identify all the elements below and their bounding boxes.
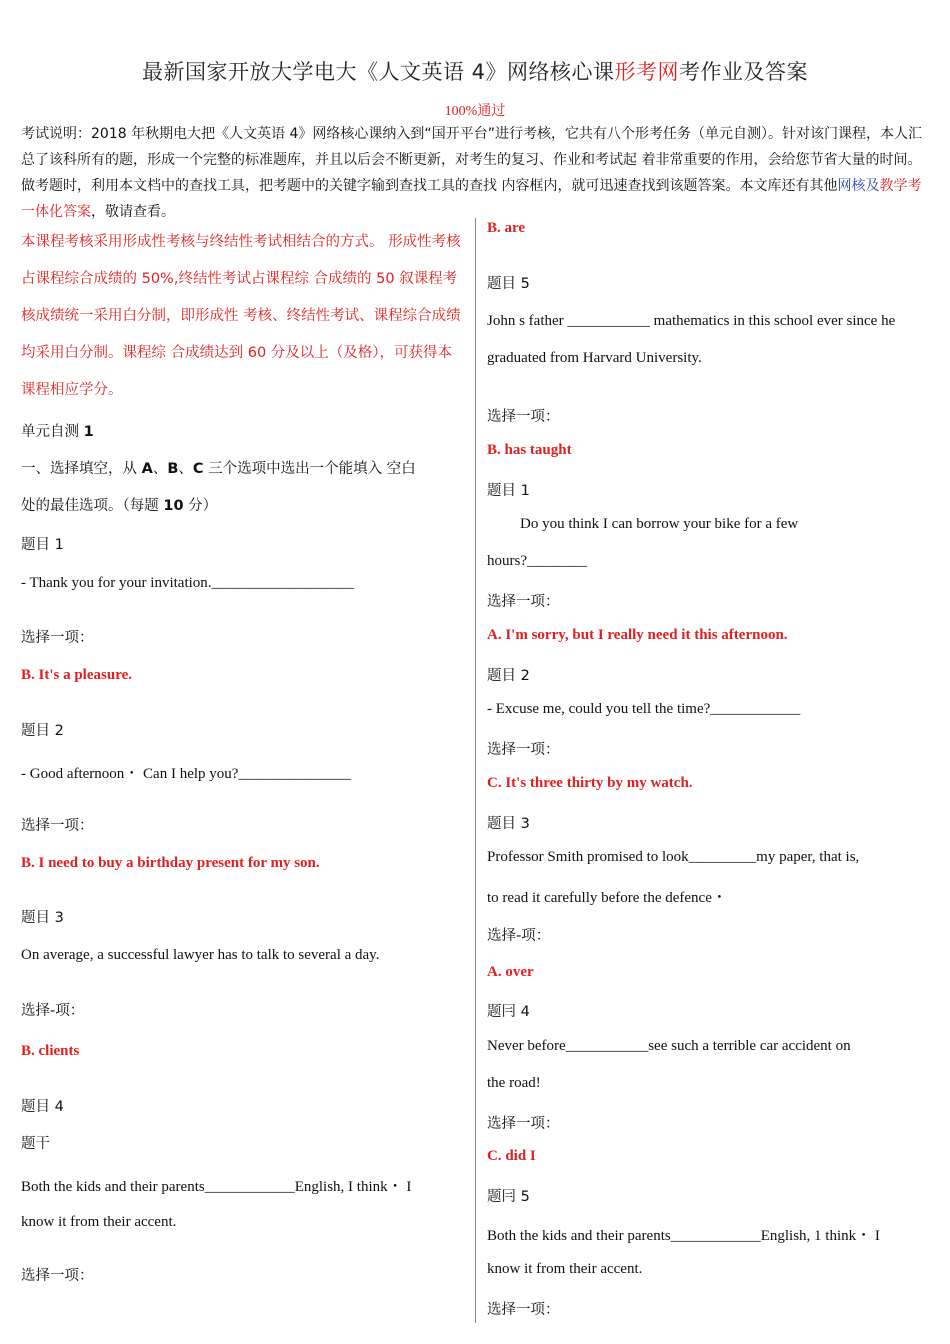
choose-prompt: 选择一项： [21,1268,94,1284]
choose-prompt: 选择一项： [487,1302,560,1318]
integrated-answers-link[interactable]: 教学考一体化答案 [21,178,922,220]
answer: B. clients [21,1043,80,1059]
choose-prompt: 选择一项： [21,630,94,646]
choose-prompt: 选择-项： [21,1003,85,1019]
question-text: Both the kids and their parents____________English, I think・ I [21,1179,412,1195]
choose-prompt: 选择-项： [487,928,551,944]
section-instruction-line2 [21,494,217,515]
question-text: Both the kids and their parents____________English, 1 think・ I [487,1228,880,1244]
instr-text: 一、选择填空，从 [21,461,142,477]
answer: B. has taught [487,442,572,458]
instr-c: C [192,461,204,477]
column-divider [475,218,476,1323]
unit-prefix: 单元自测 [21,424,84,440]
answer: A. I'm sorry, but I really need it this afternoon. [487,627,788,643]
other-answers-link[interactable]: 网核及 [837,178,880,194]
question-text-cont: know it from their accent. [21,1214,177,1230]
title-text-end: 考作业及答案 [679,60,809,84]
question-text: - Excuse me, could you tell the time?____________ [487,701,801,717]
intro-text: 考试说明：2018 年秋期电大把《人文英语 4》网络核心课纳入到“国开平台”进行考核，它共有八个形考任务（单元自测）。针对该门课程，本人汇总了该科所有的题，形成一个完整的标准题库，并且以后会不断更新，对考生的复习、作业和考试起 着非常重要的作用，会给您节省大量的时间。做考题时，利用本文档中的查找工具，把考题中的关键字输到查找工具的查找 内容框内，就可迅速查找到该题答案。本文库还有其他 [21,126,922,194]
exam-instructions [21,121,926,225]
question-text-cont: graduated from Harvard University. [487,350,702,366]
question-text-cont: know it from their accent. [487,1261,643,1277]
assessment-notice: 本课程考核采用形成性考核与终结性考试相结合的方式。 形成性考核占课程综合成绩的 50%,终结性考试占课程综 合成绩的 50 叙课程考核成绩统一采用白分制，即形成性 考核、终结性考试、课程综合成绩均采用白分制。课程综 合成绩达到 60 分及以上（及格），可获得本课程相应学分。 [21,234,461,398]
unit-number: 1 [83,424,94,440]
choose-prompt: 选择一项： [487,742,560,758]
question-text: Never before___________see such a terrible car accident on [487,1038,851,1054]
question-label: 题目 1 [21,537,64,553]
question-label: 题目 4 [21,1099,64,1115]
choose-prompt: 选择一项： [487,594,560,610]
question-label: 题目 2 [487,668,530,684]
question-text-cont: the road! [487,1075,541,1091]
question-label: 题目 1 [487,483,530,499]
instr-sep: 、 [152,461,168,477]
section-instruction-line1 [21,457,416,478]
instr2-text-end: 分） [183,498,218,514]
choose-prompt: 选择一项： [487,409,560,425]
answer: B. It's a pleasure. [21,667,132,683]
instr-b: B [167,461,179,477]
question-stem-label: 题干 [21,1136,50,1152]
instr-a: A [141,461,153,477]
title-text: 最新国家开放大学电大《人文英语 4》网络核心课 [141,60,615,84]
subtitle: 100%通过 [444,104,506,119]
question-text: Professor Smith promised to look_________my paper, that is, [487,849,860,865]
choose-prompt: 选择一项： [487,1116,560,1132]
answer: C. It's three thirty by my watch. [487,775,693,791]
unit-title [21,420,94,441]
question-text: - Thank you for your invitation.___________________ [21,575,355,591]
question-label: 题目 3 [487,816,530,832]
question-text: On average, a successful lawyer has to talk to several a day. [21,947,380,963]
question-label: 题目 5 [487,276,530,292]
question-label: 题冃 4 [487,1004,530,1020]
title-highlight: 形考网 [614,60,680,84]
answer: B. I need to buy a birthday present for my son. [21,855,320,871]
choose-prompt: 选择一项： [21,818,94,834]
intro-text-end: ，敬请查看。 [91,204,175,220]
question-text: - Good afternoon・ Can I help you?_______________ [21,766,351,782]
instr-text-end: 三个选项中选出一个能填入 空白 [203,461,416,477]
question-text: John s father ___________ mathematics in this school ever since he [487,313,896,329]
question-label: 题目 3 [21,910,64,926]
question-text-cont: to read it carefully before the defence・ [487,890,727,906]
question-label: 题目 2 [21,723,64,739]
answer: A. over [487,964,534,980]
answer: B. are [487,220,526,236]
question-text: Do you think I can borrow your bike for a few [520,516,799,532]
instr-sep: 、 [178,461,193,477]
page-title [0,56,950,86]
answer: C. did I [487,1148,536,1164]
instr2-points: 10 [163,498,184,514]
instr2-text: 处的最佳选项。（每题 [21,498,164,514]
question-label: 题冃 5 [487,1189,530,1205]
question-text-cont: hours?________ [487,553,587,569]
